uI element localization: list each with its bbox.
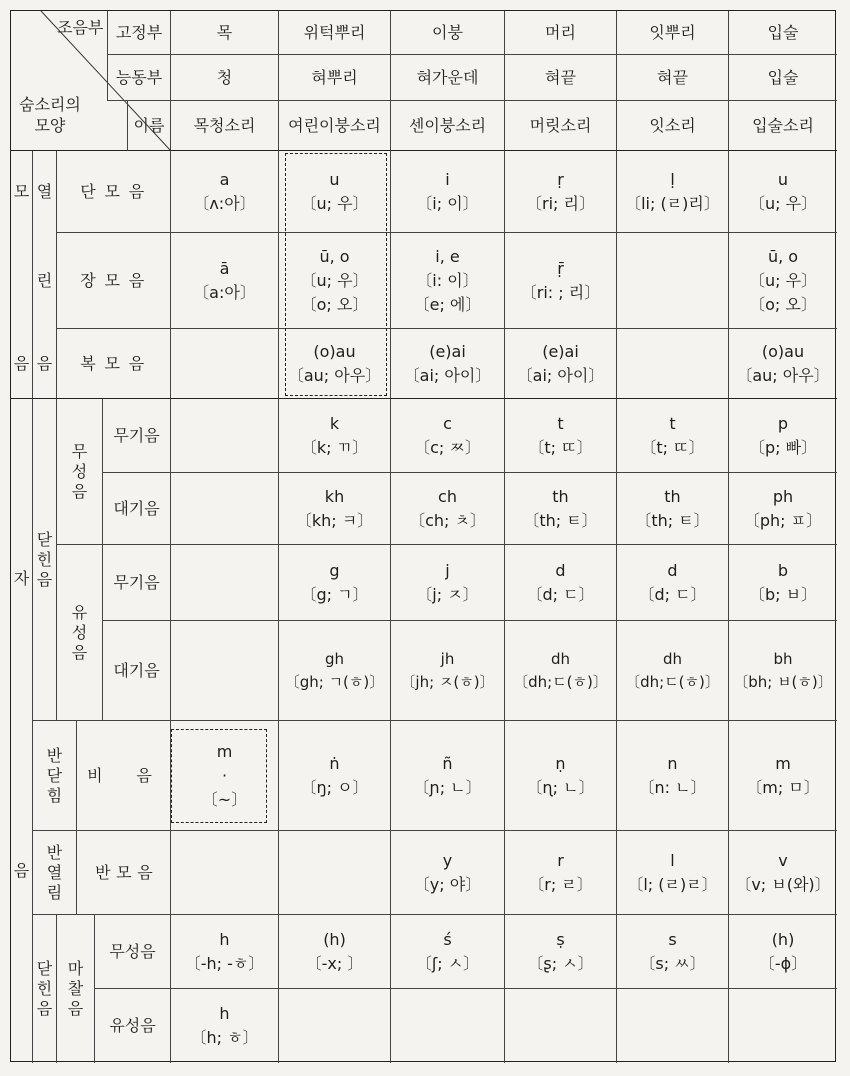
group-consonant-bottom: 음 (11, 829, 33, 1063)
symbol: s (668, 929, 677, 949)
header-name-glottal: 목청소리 (171, 101, 279, 151)
header-fixed-velar: 위턱뿌리 (279, 11, 391, 55)
cell-r4-glottal (171, 399, 279, 473)
group-voiced-char: 성 (71, 622, 88, 642)
pronunciation: 〔~〕 (201, 789, 248, 809)
cell-r5-cerebral (505, 473, 617, 545)
cell-r11-glottal (171, 989, 279, 1063)
symbol: (o)au (761, 341, 805, 361)
symbol: c (443, 413, 452, 433)
cell-r10-cerebral (505, 915, 617, 989)
symbol: (e)ai (429, 341, 466, 361)
cell-r1-velar (279, 151, 391, 233)
row-voiceless-fricative: 무성음 (95, 915, 171, 989)
cell-r11-labial (729, 989, 837, 1063)
symbol: ph (772, 486, 794, 506)
row-label-name: 이름 (127, 101, 171, 151)
group-fric-closed-char: 음 (36, 999, 53, 1018)
row-long-vowel: 장모음 (57, 233, 171, 329)
symbol: d (555, 560, 566, 580)
pronunciation: 〔s; ㅆ〕 (639, 953, 706, 973)
pronunciation: 〔t; ㄸ〕 (528, 437, 593, 457)
symbol: g (329, 560, 340, 580)
symbol: ā (219, 258, 230, 278)
group-fric-closed-char: 닫 (36, 959, 53, 978)
group-stops-char: 음 (36, 569, 53, 589)
group-vowel-spacer (11, 233, 33, 329)
consonant-vowel-table (10, 10, 836, 1062)
pronunciation: 〔y; 야〕 (413, 874, 482, 894)
pronunciation: 〔bh; ㅂ(ㅎ)〕 (733, 672, 833, 691)
header-name-cerebral: 머릿소리 (505, 101, 617, 151)
symbol: th (552, 486, 569, 506)
symbol: r (557, 850, 564, 870)
pronunciation: 〔jh; ㅈ(ㅎ)〕 (400, 672, 495, 691)
cell-r9-palatal (391, 831, 505, 915)
group-fric-closed-char: 힌 (36, 979, 53, 998)
symbol: dh (550, 650, 571, 668)
pronunciation: 〔u; 우〕 (300, 193, 369, 213)
cell-r10-dental (617, 915, 729, 989)
cell-r10-velar (279, 915, 391, 989)
group-voiced-char: 유 (71, 602, 88, 622)
group-semi-open-char: 열 (46, 862, 63, 882)
cell-r4-labial (729, 399, 837, 473)
cell-r2-dental (617, 233, 729, 329)
group-stops-char: 닫 (36, 529, 53, 549)
row-nasal: 비 음 (77, 721, 171, 831)
symbol: m (216, 741, 233, 761)
pronunciation: 〔th; ㅌ〕 (635, 510, 710, 530)
cell-r9-glottal (171, 831, 279, 915)
symbol: kh (324, 486, 345, 506)
group-vowel-top: 모 (11, 151, 33, 233)
row-monophthong: 단모음 (57, 151, 171, 233)
group-vowel-sub1: 열 (33, 151, 57, 233)
cell-r2-glottal (171, 233, 279, 329)
symbol: ū, o (767, 246, 799, 266)
symbol: l (670, 850, 675, 870)
cell-r3-dental (617, 329, 729, 399)
symbol: k (329, 413, 340, 433)
symbol: ṇ (555, 753, 566, 773)
cell-r2-labial (729, 233, 837, 329)
cell-r2-cerebral (505, 233, 617, 329)
pronunciation: 〔t; ㄸ〕 (640, 437, 705, 457)
cell-r6-labial (729, 545, 837, 621)
symbol: ś (443, 929, 452, 949)
pronunciation: 〔m; ㅁ〕 (746, 777, 820, 797)
row-aspirated-voiced: 대기음 (103, 621, 171, 721)
symbol: j (445, 560, 450, 580)
pronunciation: 〔h; ㅎ〕 (190, 1028, 259, 1047)
group-semi-closed (33, 721, 77, 831)
pronunciation: 〔th; ㅌ〕 (523, 510, 598, 530)
pronunciation: 〔-x; 〕 (305, 953, 364, 973)
pronunciation: 〔v; ㅂ(와)〕 (735, 874, 831, 894)
pronunciation: 〔i; 이〕 (416, 193, 479, 213)
pronunciation: · (221, 765, 228, 785)
group-fricative (57, 915, 95, 1063)
symbol: i (445, 169, 450, 189)
cell-r4-velar (279, 399, 391, 473)
symbol: ḷ (670, 169, 675, 189)
pronunciation: 〔j; ㅈ〕 (416, 584, 479, 604)
cell-r6-dental (617, 545, 729, 621)
symbol: (o)au (313, 341, 356, 361)
cell-r6-palatal (391, 545, 505, 621)
symbol: (h) (323, 929, 346, 949)
header-fixed-dental: 잇뿌리 (617, 11, 729, 55)
group-vowel-bottom: 음 (11, 329, 33, 399)
cell-r11-velar (279, 989, 391, 1063)
cell-r9-labial (729, 831, 837, 915)
pronunciation: 〔ai; 아이〕 (403, 365, 492, 385)
header-fixed-cerebral: 머리 (505, 11, 617, 55)
pronunciation: 〔i: 이〕 (416, 270, 479, 290)
symbol: v (778, 850, 788, 870)
symbol: bh (773, 650, 793, 668)
group-voiceless (57, 399, 103, 545)
pronunciation: 〔dh;ㄷ(ㅎ)〕 (513, 672, 608, 691)
row-diphthong: 복모음 (57, 329, 171, 399)
group-stops (33, 399, 57, 721)
pronunciation: 〔e; 에〕 (413, 294, 482, 314)
symbol: ū, o (319, 246, 350, 266)
symbol: gh (324, 650, 345, 668)
pronunciation: 〔l; (ㄹ)ㄹ〕 (627, 874, 718, 894)
pronunciation: 〔c; ㅉ〕 (414, 437, 481, 457)
cell-r7-palatal (391, 621, 505, 721)
group-voiced-char: 음 (71, 642, 88, 662)
cell-r11-dental (617, 989, 729, 1063)
header-name-dental: 잇소리 (617, 101, 729, 151)
pronunciation: 〔au; 아우〕 (287, 365, 382, 385)
symbol: ch (438, 486, 457, 506)
header-active-palatal: 혀가운데 (391, 55, 505, 101)
cell-r3-labial (729, 329, 837, 399)
pronunciation: 〔li; (ㄹ)리〕 (625, 193, 720, 213)
symbol: dh (662, 650, 683, 668)
corner-bottom-label (19, 95, 81, 137)
header-name-velar: 여린이붕소리 (279, 101, 391, 151)
group-semi-open (33, 831, 77, 915)
cell-r4-dental (617, 399, 729, 473)
pronunciation: 〔ri; 리〕 (526, 193, 595, 213)
pronunciation: 〔p; 빠〕 (748, 437, 818, 457)
cell-r8-velar (279, 721, 391, 831)
group-fricative-char: 마 (67, 959, 84, 978)
group-voiceless-char: 음 (71, 481, 88, 501)
pronunciation: 〔b; ㅂ〕 (748, 584, 818, 604)
symbol: i, e (435, 246, 460, 266)
row-aspirated-voiceless: 대기음 (103, 473, 171, 545)
cell-r4-palatal (391, 399, 505, 473)
cell-r4-cerebral (505, 399, 617, 473)
pronunciation: 〔ɲ; ㄴ〕 (413, 777, 482, 797)
pronunciation: 〔u; 우〕 (748, 270, 818, 290)
cell-r1-cerebral (505, 151, 617, 233)
pronunciation: 〔ch; ㅊ〕 (409, 510, 486, 530)
corner-top-label: 조음부 (57, 18, 104, 37)
pronunciation: 〔u; 우〕 (300, 270, 369, 290)
cell-r8-cerebral (505, 721, 617, 831)
pronunciation: 〔k; ㄲ〕 (300, 437, 369, 457)
symbol: n (667, 753, 678, 773)
row-label-active: 능동부 (107, 55, 171, 101)
cell-r5-labial (729, 473, 837, 545)
cell-r5-velar (279, 473, 391, 545)
pronunciation: 〔n: ㄴ〕 (638, 777, 707, 797)
pronunciation: 〔o; 오〕 (749, 294, 817, 314)
pronunciation: 〔-ɸ〕 (758, 953, 808, 973)
header-active-labial: 입술 (729, 55, 837, 101)
cell-r7-dental (617, 621, 729, 721)
cell-r2-velar (279, 233, 391, 329)
header-fixed-labial: 입술 (729, 11, 837, 55)
header-name-palatal: 센이붕소리 (391, 101, 505, 151)
symbol: t (557, 413, 564, 433)
cell-r7-labial (729, 621, 837, 721)
group-semi-open-char: 반 (46, 842, 63, 862)
cell-r9-velar (279, 831, 391, 915)
pronunciation: 〔ʂ; ㅅ〕 (527, 953, 594, 973)
group-semi-closed-char: 닫 (46, 765, 63, 785)
symbol: ṛ (557, 169, 564, 189)
cell-r6-glottal (171, 545, 279, 621)
symbol: (h) (771, 929, 795, 949)
group-fric-closed (33, 915, 57, 1063)
group-consonant-top: 자 (11, 399, 33, 829)
pronunciation: 〔ɳ; ㄴ〕 (526, 777, 595, 797)
symbol: d (667, 560, 678, 580)
header-fixed-glottal: 목 (171, 11, 279, 55)
pronunciation: 〔au; 아우〕 (736, 365, 830, 385)
cell-r10-labial (729, 915, 837, 989)
cell-r10-palatal (391, 915, 505, 989)
group-semi-closed-char: 반 (46, 745, 63, 765)
row-voiced-fricative: 유성음 (95, 989, 171, 1063)
cell-r9-dental (617, 831, 729, 915)
cell-r10-glottal (171, 915, 279, 989)
header-name-labial: 입술소리 (729, 101, 837, 151)
group-vowel-sub3: 음 (33, 329, 57, 399)
pronunciation: 〔ʃ; ㅅ〕 (415, 953, 480, 973)
cell-r8-glottal (171, 721, 279, 831)
cell-r8-palatal (391, 721, 505, 831)
symbol: h (219, 929, 230, 949)
cell-r1-dental (617, 151, 729, 233)
cell-r5-palatal (391, 473, 505, 545)
symbol: a (219, 169, 230, 189)
header-fixed-palatal: 이붕 (391, 11, 505, 55)
pronunciation: 〔ph; ㅍ〕 (743, 510, 823, 530)
cell-r6-cerebral (505, 545, 617, 621)
symbol: p (777, 413, 789, 433)
cell-r6-velar (279, 545, 391, 621)
header-active-cerebral: 혀끝 (505, 55, 617, 101)
header-active-dental: 혀끝 (617, 55, 729, 101)
cell-r1-labial (729, 151, 837, 233)
cell-r1-glottal (171, 151, 279, 233)
pronunciation: 〔ʌ:아〕 (193, 193, 256, 213)
pronunciation: 〔d; ㄷ〕 (638, 584, 707, 604)
row-semivowel: 반모음 (77, 831, 171, 915)
group-stops-char: 힌 (36, 549, 53, 569)
cell-r8-dental (617, 721, 729, 831)
cell-r1-palatal (391, 151, 505, 233)
cell-r3-velar (279, 329, 391, 399)
symbol: u (777, 169, 789, 189)
symbol: m (775, 753, 791, 773)
symbol: (e)ai (542, 341, 579, 361)
cell-r7-glottal (171, 621, 279, 721)
cell-r11-cerebral (505, 989, 617, 1063)
pronunciation: 〔u; 우〕 (748, 193, 818, 213)
cell-r9-cerebral (505, 831, 617, 915)
group-voiceless-char: 무 (71, 441, 88, 461)
cell-r3-cerebral (505, 329, 617, 399)
pronunciation: 〔gh; ㄱ(ㅎ)〕 (284, 672, 385, 691)
header-active-velar: 혀뿌리 (279, 55, 391, 101)
pronunciation: 〔a:아〕 (193, 282, 256, 302)
group-fricative-char: 찰 (67, 979, 84, 998)
symbol: ṅ (329, 753, 340, 773)
symbol: b (777, 560, 789, 580)
pronunciation: 〔d; ㄷ〕 (526, 584, 595, 604)
corner-bottom-line2: 모양 (34, 115, 66, 135)
symbol: u (329, 169, 340, 189)
cell-r3-palatal (391, 329, 505, 399)
cell-r7-velar (279, 621, 391, 721)
row-unaspirated-voiceless: 무기음 (103, 399, 171, 473)
symbol: ṣ (556, 929, 565, 949)
pronunciation: 〔kh; ㅋ〕 (295, 510, 374, 530)
pronunciation: 〔dh;ㄷ(ㅎ)〕 (625, 672, 720, 691)
cell-r7-cerebral (505, 621, 617, 721)
group-fricative-char: 음 (67, 999, 84, 1018)
cell-r2-palatal (391, 233, 505, 329)
pronunciation: 〔ŋ; ㅇ〕 (300, 777, 369, 797)
group-vowel-sub2: 린 (33, 233, 57, 329)
symbol: ṝ (557, 258, 564, 278)
corner-bottom-line1: 숨소리의 (19, 95, 81, 114)
symbol: t (669, 413, 676, 433)
symbol: y (442, 850, 453, 870)
symbol: h (219, 1004, 230, 1023)
cell-r5-dental (617, 473, 729, 545)
cell-r8-labial (729, 721, 837, 831)
header-active-glottal: 청 (171, 55, 279, 101)
pronunciation: 〔r; ㄹ〕 (528, 874, 593, 894)
group-voiceless-char: 성 (71, 461, 88, 481)
pronunciation: 〔ai; 아이〕 (516, 365, 605, 385)
group-semi-open-char: 림 (46, 882, 63, 902)
symbol: th (664, 486, 681, 506)
cell-r3-glottal (171, 329, 279, 399)
pronunciation: 〔o; 오〕 (300, 294, 369, 314)
row-unaspirated-voiced: 무기음 (103, 545, 171, 621)
cell-r11-palatal (391, 989, 505, 1063)
pronunciation: 〔-h; -ㅎ〕 (184, 953, 265, 973)
group-semi-closed-char: 힘 (46, 785, 63, 805)
symbol: ñ (442, 753, 453, 773)
symbol: jh (440, 650, 455, 668)
cell-r5-glottal (171, 473, 279, 545)
pronunciation: 〔ri: ; 리〕 (520, 282, 601, 302)
row-label-fixed: 고정부 (107, 11, 171, 55)
pronunciation: 〔g; ㄱ〕 (300, 584, 369, 604)
group-voiced (57, 545, 103, 721)
